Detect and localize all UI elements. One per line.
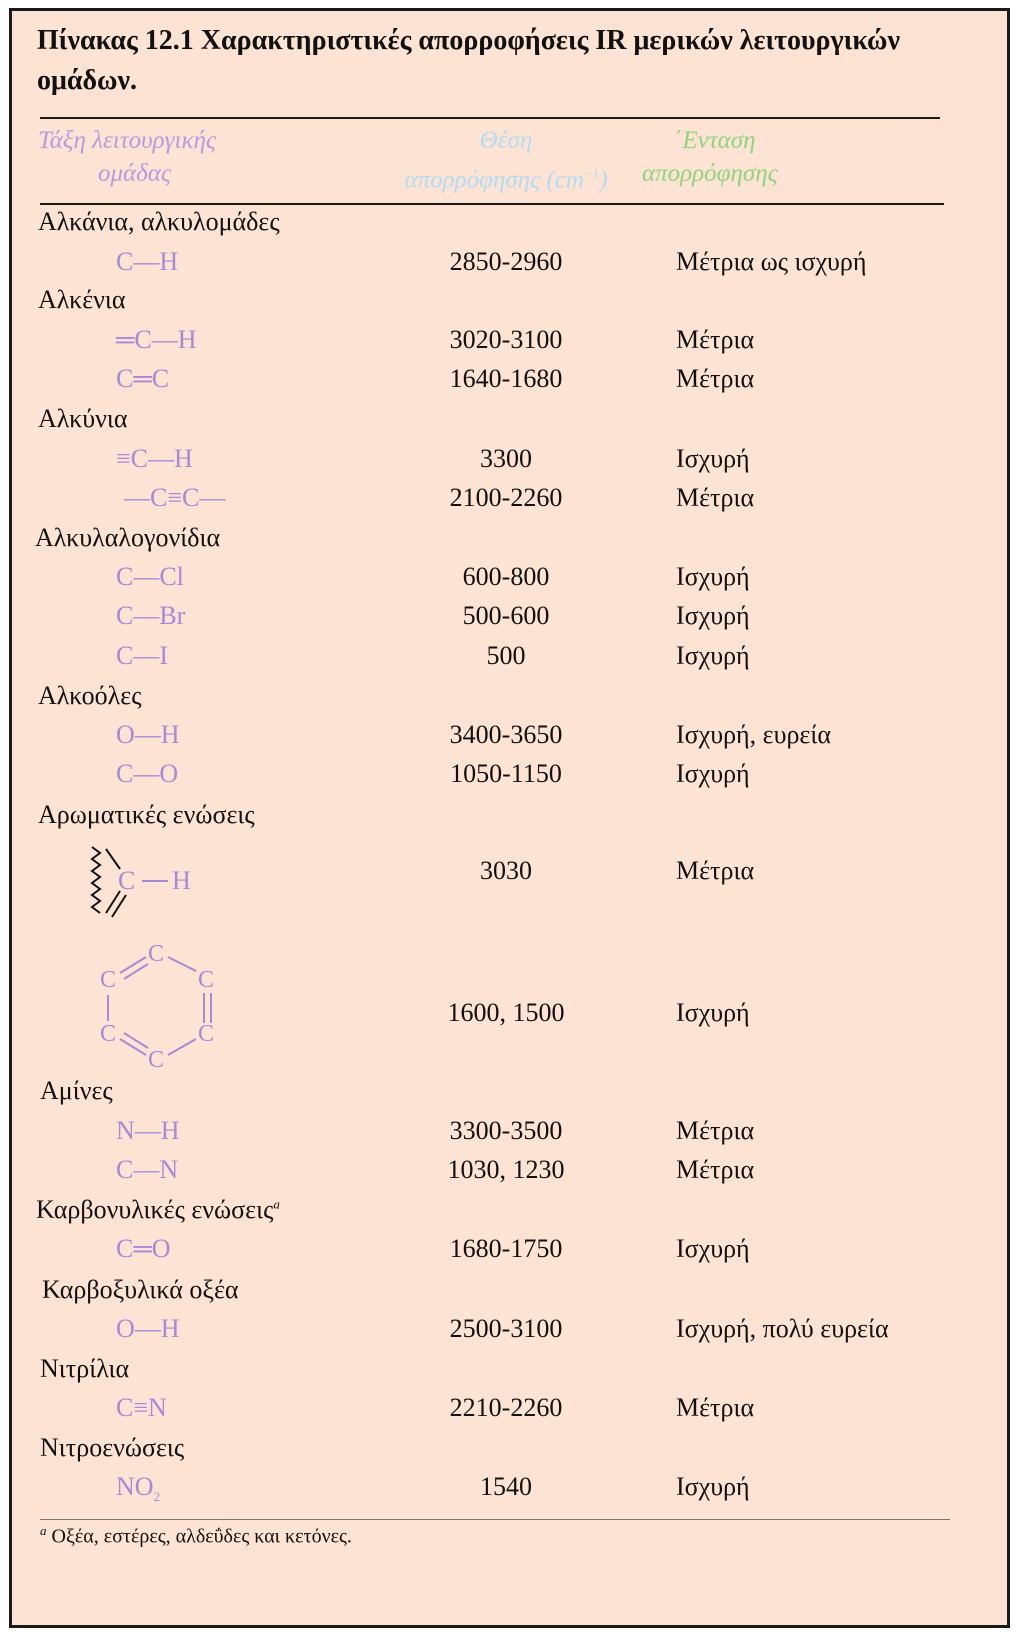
position-value: 3300-3500 bbox=[449, 1116, 563, 1145]
intensity-value: Ισχυρή bbox=[676, 998, 750, 1027]
position-value: 1680-1750 bbox=[449, 1234, 563, 1263]
position-value: 2100-2260 bbox=[449, 483, 563, 512]
footnote-mark: a bbox=[273, 1196, 280, 1212]
nitro-group-label bbox=[116, 1472, 160, 1505]
header-position-text: απορρόφησης (cm bbox=[404, 166, 584, 194]
header-position-line2 bbox=[356, 157, 656, 196]
bond-label: O—H bbox=[116, 720, 180, 749]
position-value: 3020-3100 bbox=[449, 325, 563, 354]
category-alkynes: Αλκύνια bbox=[38, 404, 128, 433]
category-alcohols: Αλκοόλες bbox=[38, 681, 142, 710]
category-nitriles: Νιτρίλια bbox=[40, 1354, 130, 1383]
intensity-value: Ισχυρή bbox=[676, 1472, 750, 1501]
footnote-text: Οξέα, εστέρες, αλδεΰδες και κετόνες. bbox=[46, 1525, 352, 1548]
benzene-carbon-top: C bbox=[148, 941, 165, 967]
header-position-exponent: −1 bbox=[583, 166, 600, 181]
header-position bbox=[356, 124, 656, 196]
benzene-bond bbox=[168, 1039, 196, 1055]
position-value: 2850-2960 bbox=[449, 247, 563, 276]
aromatic-carbon-label: C bbox=[118, 866, 136, 895]
position-value: 3400-3650 bbox=[449, 720, 563, 749]
bond-label: C═O bbox=[116, 1234, 171, 1263]
intensity-value: Ισχυρή bbox=[676, 444, 750, 473]
nitro-group-subscript: 2 bbox=[153, 1489, 161, 1505]
benzene-bond bbox=[120, 957, 146, 973]
aromatic-hydrogen-label: H bbox=[172, 866, 191, 895]
category-alkenes: Αλκένια bbox=[38, 285, 126, 314]
bond-label: C—Cl bbox=[116, 562, 184, 591]
bond-label: ═C—H bbox=[116, 325, 197, 354]
intensity-value: Μέτρια bbox=[676, 325, 755, 354]
header-group-class-line2: ομάδας bbox=[98, 160, 172, 187]
category-carbonyls bbox=[36, 1195, 280, 1225]
header-group-class bbox=[38, 124, 216, 190]
bond-label: —C≡C— bbox=[124, 483, 226, 512]
category-alkyl-halides: Αλκυλαλογονίδια bbox=[35, 523, 221, 552]
bond-label: C—Br bbox=[116, 601, 186, 630]
header-position-line1: Θέση bbox=[479, 127, 533, 154]
intensity-value: Ισχυρή, πολύ ευρεία bbox=[676, 1314, 889, 1343]
benzene-bond bbox=[120, 1039, 146, 1055]
position-value: 3300 bbox=[480, 444, 532, 473]
ring-fragment-wavy-line bbox=[92, 847, 100, 913]
bond-label: C—I bbox=[116, 641, 168, 670]
position-value: 500-600 bbox=[462, 601, 550, 630]
header-intensity-line1: ΄Ενταση bbox=[674, 127, 756, 154]
header-position-paren: ) bbox=[599, 166, 608, 194]
position-value: 3030 bbox=[480, 856, 532, 885]
intensity-value: Μέτρια bbox=[676, 364, 755, 393]
footnote-marker: a bbox=[40, 1523, 47, 1538]
position-value: 1600, 1500 bbox=[447, 998, 565, 1027]
position-value: 1640-1680 bbox=[449, 364, 563, 393]
intensity-value: Ισχυρή bbox=[676, 1234, 750, 1263]
benzene-bond bbox=[124, 964, 148, 979]
header-group-class-line1: Τάξη λειτουργικής bbox=[38, 127, 217, 154]
header-bottom-rule bbox=[40, 203, 944, 205]
intensity-value: Ισχυρή bbox=[676, 562, 750, 591]
header-intensity bbox=[642, 124, 778, 190]
position-value: 600-800 bbox=[462, 562, 550, 591]
intensity-value: Ισχυρή bbox=[676, 601, 750, 630]
intensity-value: Ισχυρή, ευρεία bbox=[676, 720, 831, 749]
benzene-carbon-bottom: C bbox=[148, 1047, 165, 1073]
benzene-carbon-upper-right: C bbox=[198, 967, 215, 993]
category-amines: Αμίνες bbox=[40, 1076, 113, 1105]
footnote bbox=[40, 1523, 352, 1549]
position-value: 1540 bbox=[480, 1472, 532, 1501]
intensity-value: Μέτρια ως ισχυρή bbox=[676, 247, 867, 276]
table-title: Πίνακας 12.1 Χαρακτηριστικές απορροφήσεις IR μερικών λειτουργικών ομάδων. bbox=[37, 25, 901, 96]
bond-label: C—O bbox=[116, 759, 179, 788]
intensity-value: Μέτρια bbox=[676, 483, 755, 512]
aromatic-ch-structure bbox=[76, 841, 216, 921]
category-carboxylic-acids: Καρβοξυλικά οξέα bbox=[42, 1275, 239, 1304]
category-aromatics: Αρωματικές ενώσεις bbox=[38, 800, 255, 829]
bond-label: C≡N bbox=[116, 1393, 167, 1422]
intensity-value: Μέτρια bbox=[676, 1155, 755, 1184]
intensity-value: Μέτρια bbox=[676, 1393, 755, 1422]
bond-label: C—H bbox=[116, 247, 179, 276]
benzene-bond bbox=[168, 957, 196, 971]
bond-label: C═C bbox=[116, 364, 170, 393]
footnote-rule bbox=[40, 1519, 950, 1520]
header-intensity-line2: απορρόφησης bbox=[642, 160, 778, 187]
ring-double-bond bbox=[112, 895, 126, 917]
category-alkanes: Αλκάνια, αλκυλομάδες bbox=[38, 207, 280, 236]
position-value: 1050-1150 bbox=[450, 759, 562, 788]
category-nitro-compounds: Νιτροενώσεις bbox=[40, 1433, 185, 1462]
benzene-carbon-upper-left: C bbox=[100, 967, 117, 993]
benzene-bond bbox=[124, 1033, 148, 1048]
nitro-group-text: NO bbox=[116, 1472, 154, 1501]
category-carbonyls-label: Καρβονυλικές ενώσεις bbox=[36, 1195, 274, 1224]
bond-label: C—N bbox=[116, 1155, 179, 1184]
benzene-carbon-lower-left: C bbox=[100, 1021, 117, 1047]
position-value: 1030, 1230 bbox=[447, 1155, 565, 1184]
intensity-value: Ισχυρή bbox=[676, 759, 750, 788]
intensity-value: Ισχυρή bbox=[676, 641, 750, 670]
bond-label: N—H bbox=[116, 1116, 180, 1145]
position-value: 2500-3100 bbox=[449, 1314, 563, 1343]
bond-label: O—H bbox=[116, 1314, 180, 1343]
position-value: 500 bbox=[486, 641, 526, 670]
intensity-value: Μέτρια bbox=[676, 1116, 755, 1145]
header-top-rule bbox=[40, 117, 940, 119]
table-sheet bbox=[9, 8, 1010, 1628]
benzene-ring-structure bbox=[86, 933, 236, 1073]
bond-label: ≡C—H bbox=[116, 444, 193, 473]
benzene-carbon-lower-right: C bbox=[198, 1021, 215, 1047]
position-value: 2210-2260 bbox=[449, 1393, 563, 1422]
intensity-value: Μέτρια bbox=[676, 856, 755, 885]
